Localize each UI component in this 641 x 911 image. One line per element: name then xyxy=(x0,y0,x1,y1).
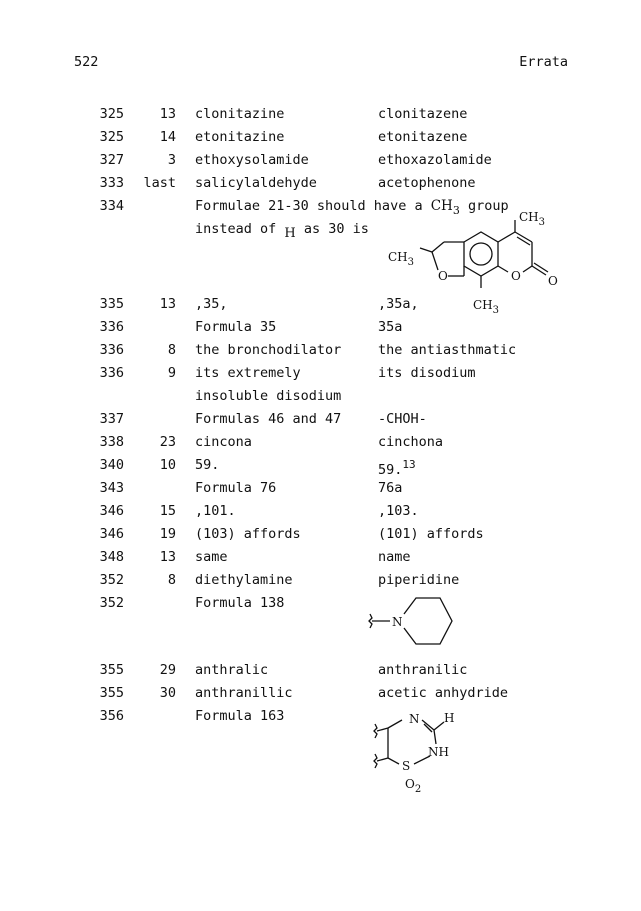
table-row xyxy=(0,174,641,192)
page-cell: 335 xyxy=(99,296,124,312)
table-row xyxy=(0,525,641,543)
line-cell: 15 xyxy=(159,503,176,519)
read-cell: cinchona xyxy=(378,434,444,450)
structure-138-diagram xyxy=(366,596,466,652)
page-cell: 336 xyxy=(99,342,124,358)
line-cell: 23 xyxy=(159,434,176,450)
page-cell: 352 xyxy=(99,595,124,611)
read-cell: the antiasthmatic xyxy=(378,342,517,358)
for-cell: anthranillic xyxy=(195,685,293,701)
line-cell: 8 xyxy=(167,342,176,358)
read-cell: its disodium xyxy=(378,365,476,381)
read-cell: acetophenone xyxy=(378,175,476,191)
page-cell: 336 xyxy=(99,319,124,335)
line-cell: 13 xyxy=(159,106,176,122)
read-cell: ,35a, xyxy=(378,296,419,312)
line-cell: 13 xyxy=(159,549,176,565)
read-superscript: 13 xyxy=(402,458,416,471)
read-cell: piperidine xyxy=(378,572,460,588)
table-row xyxy=(0,364,641,382)
page-cell: 333 xyxy=(99,175,124,191)
page-cell: 352 xyxy=(99,572,124,588)
for-text: Formulae 21-30 should have a xyxy=(195,198,423,214)
line-cell: 8 xyxy=(167,572,176,588)
table-row xyxy=(0,105,641,123)
table-row xyxy=(0,661,641,679)
line-cell: 13 xyxy=(159,296,176,312)
page-cell: 325 xyxy=(99,106,124,122)
line-cell: 19 xyxy=(159,526,176,542)
table-row xyxy=(0,410,641,428)
ch3-left-label: $CH_3$ xyxy=(388,250,415,268)
structure-163-diagram xyxy=(372,708,472,798)
for-cell: Formula 35 xyxy=(195,319,277,335)
for-cell: diethylamine xyxy=(195,572,293,588)
page-cell: 340 xyxy=(99,457,124,473)
read-cell: (101) affords xyxy=(378,526,484,542)
page-header xyxy=(74,54,568,72)
ch-group: CH xyxy=(430,198,453,214)
read-cell: -CHOH- xyxy=(378,411,427,427)
for-cell: the bronchodilator xyxy=(195,342,342,358)
page-cell: 336 xyxy=(99,365,124,381)
thiadiazine-nh-label: NH xyxy=(428,745,449,759)
note-text: instead of xyxy=(195,221,277,237)
for-cell: ,35, xyxy=(195,296,228,312)
read-cell: acetic anhydride xyxy=(378,685,509,701)
table-row xyxy=(0,295,641,313)
line-cell: last xyxy=(143,175,176,191)
line-cell: 9 xyxy=(167,365,176,381)
read-cell: ethoxazolamide xyxy=(378,152,492,168)
line-cell: 30 xyxy=(159,685,176,701)
group-word: group xyxy=(467,198,509,214)
for-cell: clonitazine xyxy=(195,106,285,122)
table-row xyxy=(0,571,641,589)
read-cell: anthranilic xyxy=(378,662,468,678)
for-cell: 59. xyxy=(195,457,220,473)
read-cell: 76a xyxy=(378,480,403,496)
table-row xyxy=(0,594,641,612)
page-cell: 346 xyxy=(99,503,124,519)
table-row xyxy=(0,502,641,520)
page-cell: 338 xyxy=(99,434,124,450)
page-cell: 355 xyxy=(99,685,124,701)
table-row xyxy=(0,318,641,336)
table-row xyxy=(0,479,641,497)
for-cell: its extremely xyxy=(195,365,301,381)
for-cell: Formula 138 xyxy=(195,595,285,611)
page-cell: 346 xyxy=(99,526,124,542)
for-cell: Formulas 46 and 47 xyxy=(195,411,342,427)
for-cell: cincona xyxy=(195,434,252,450)
page-cell: 343 xyxy=(99,480,124,496)
read-cell: etonitazene xyxy=(378,129,468,145)
ch-subscript: 3 xyxy=(452,204,460,217)
row-334-continuation xyxy=(195,220,369,239)
thiadiazine-o2-label: $O_2$ xyxy=(405,777,422,795)
for-cell: Formula 76 xyxy=(195,480,277,496)
for-cell: etonitazine xyxy=(195,129,285,145)
piperidine-n-label: N xyxy=(392,615,403,629)
table-row xyxy=(0,456,641,478)
line-cell: 10 xyxy=(159,457,176,473)
page-cell: 325 xyxy=(99,129,124,145)
page-title: Errata xyxy=(519,54,568,70)
thiadiazine-h-label: H xyxy=(444,711,455,725)
page-cell: 334 xyxy=(99,198,124,214)
page-cell: 337 xyxy=(99,411,124,427)
for-cell: insoluble disodium xyxy=(195,388,342,404)
line-cell: 14 xyxy=(159,129,176,145)
read-text: 59. xyxy=(378,462,403,478)
thiadiazine-s-label: S xyxy=(402,759,411,773)
line-cell: 3 xyxy=(167,152,176,168)
page-cell: 327 xyxy=(99,152,124,168)
for-cell: salicylaldehyde xyxy=(195,175,317,191)
note-h: H xyxy=(284,226,296,241)
table-row xyxy=(0,684,641,702)
for-cell: same xyxy=(195,549,228,565)
read-cell xyxy=(378,456,416,479)
page-cell: 356 xyxy=(99,708,124,724)
table-row xyxy=(0,707,641,725)
oxygen-furan-label: O xyxy=(438,269,448,283)
table-row xyxy=(0,151,641,169)
for-cell: Formula 163 xyxy=(195,708,285,724)
for-cell: anthralic xyxy=(195,662,269,678)
page-cell: 348 xyxy=(99,549,124,565)
read-cell: ,103. xyxy=(378,503,419,519)
page-cell: 355 xyxy=(99,662,124,678)
table-row xyxy=(0,387,641,405)
read-cell: name xyxy=(378,549,411,565)
table-row xyxy=(0,548,641,566)
ch3-bottom-label: $CH_3$ xyxy=(473,298,500,316)
table-row xyxy=(0,433,641,451)
note-rest: as 30 is xyxy=(303,221,369,237)
oxygen-pyran-label: O xyxy=(511,269,521,283)
for-cell: (103) affords xyxy=(195,526,301,542)
thiadiazine-n-label: N xyxy=(409,712,420,726)
table-row xyxy=(0,341,641,359)
oxygen-carbonyl-label: O xyxy=(548,274,558,288)
for-cell: ethoxysolamide xyxy=(195,152,309,168)
read-cell: 35a xyxy=(378,319,403,335)
line-cell: 29 xyxy=(159,662,176,678)
for-cell: ,101. xyxy=(195,503,236,519)
ch3-top-label: $CH_3$ xyxy=(519,210,546,228)
page-number: 522 xyxy=(74,54,99,70)
read-cell: clonitazene xyxy=(378,106,468,122)
table-row xyxy=(0,128,641,146)
